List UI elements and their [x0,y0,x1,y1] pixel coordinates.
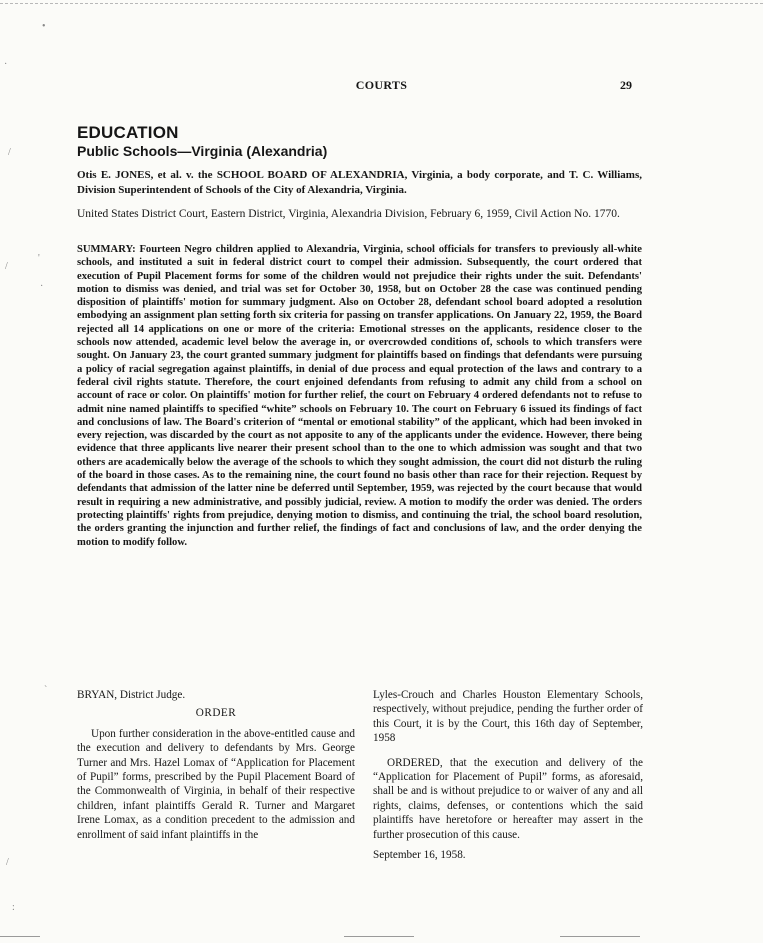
scan-speck: : [12,902,15,913]
scan-speck: · [40,281,44,292]
scan-speck: ` [44,685,48,696]
scan-speck: / [5,261,8,272]
scan-speck: · [4,59,8,70]
running-head: COURTS [355,78,408,92]
opinion-right-column [373,688,643,862]
order-paragraph-1: Upon further consideration in the above-entitled cause and the execution and delivery to defendants by Mrs. George Turner and Mrs. Hazel Lomax of “Application for Placement of Pupil” forms, prescribed by the Pupil Placement Board of the Commonwealth of Virginia, in behalf of their respective children, infant plaintiffs Gerald R. Turner and Margaret Irene Lomax, as a condition precedent to the admission and enrollment of said infant plaintiffs in the [77,727,355,841]
opinion-left-column [77,688,355,848]
top-dashed-edge [0,3,763,4]
judge-name: BRYAN, District Judge. [77,689,186,701]
scan-speck: • [42,21,46,32]
bottom-rule [0,936,40,937]
scan-speck: / [8,147,11,158]
case-summary: SUMMARY: Fourteen Negro children applied to Alexandria, Virginia, school officials for transfers to previously all-white schools, and instituted a suit in federal district court to compel their admission. Subsequently, the court ordered that execution of Pupil Placement forms for some of the children would not prejudice their rights under the suit. Defendants' motion to dismiss was denied, and trial was set for October 30, 1958, but on October 28 the case was continued pending disposition of plaintiffs' motion for summary judgment. Also on October 28, defendant school board adopted a resolution embodying an assignment plan setting forth six criteria for passing on transfer applications. On January 22, 1959, the Board rejected all 14 applications on one or more of the criteria: Emotional stresses on the applicants, residence closer to the schools now attended, academic level below the average in, or overcrowded conditions of, schools to which transfers were sought. On January 23, the court granted summary judgment for plaintiffs based on findings that defendants were pursuing a policy of racial segregation against plaintiffs, in denial of due process and equal protection of the laws and contrary to a federal civil rights statute. Therefore, the court enjoined defendants from refusing to admit any child from a school on account of race or color. On plaintiffs' motion for further relief, the court on February 4 ordered defendants not to refuse to admit nine named plaintiffs to specified “white” schools on February 10. The court on February 6 issued its findings of fact and conclusions of law. The Board's criterion of “mental or emotional stability” of the applicant, which had been invoked in every rejection, was discarded by the court as not apposite to any of the applicants under the evidence. However, there being evidence that three applicants live nearer their present school than to the one to which admission was sought and that two others are academically below the average of the schools to which they sought admission, the court did not disturb the ruling of the board in those cases. As to the remaining nine, the court found no basis other than race for their rejection. Request by defendants that admission of the latter nine be deferred until September, 1959, was rejected by the court because that would result in requiring a new administrative, and possibly judicial, review. A motion to modify the order was denied. The orders protecting plaintiffs' rights from prejudice, denying motion to dismiss, and continuing the trial, the school board resolution, the orders granting the injunction and further relief, the findings of fact and conclusions of law, and the order denying the motion to modify follow. [77,244,642,548]
order-paragraph-2: ORDERED, that the execution and delivery of the “Application for Placement of Pupil” forms, as aforesaid, shall be and is without prejudice to or waiver of any and all rights, claims, defenses, or contentions which the said plaintiffs have heretofore or hereafter may assert in the further prosecution of this cause. [373,756,643,841]
scan-speck: / [6,857,9,868]
court-info: United States District Court, Eastern District, Virginia, Alexandria Division, February 6, 1959, Civil Action No. 1770. [77,208,620,220]
order-heading: ORDER [195,707,237,720]
order-date: September 16, 1958. [373,849,466,862]
section-title: EDUCATION [77,123,179,142]
case-parties: Otis E. JONES, et al. v. the SCHOOL BOARD OF ALEXANDRIA, Virginia, a body corporate, and T. C. Williams, Division Superintendent of Schools of the City of Alexandria, Virginia. [77,169,642,196]
scan-speck: ' [38,253,40,264]
bottom-rule [560,936,640,937]
subsection-title: Public Schools—Virginia (Alexandria) [77,143,328,159]
page-number: 29 [620,78,632,92]
order-paragraph-1-continued: Lyles-Crouch and Charles Houston Elementary Schools, respectively, without prejudice, pending the further order of this Court, it is by the Court, this 16th day of September, 1958 [373,689,643,745]
bottom-rule [344,936,414,937]
